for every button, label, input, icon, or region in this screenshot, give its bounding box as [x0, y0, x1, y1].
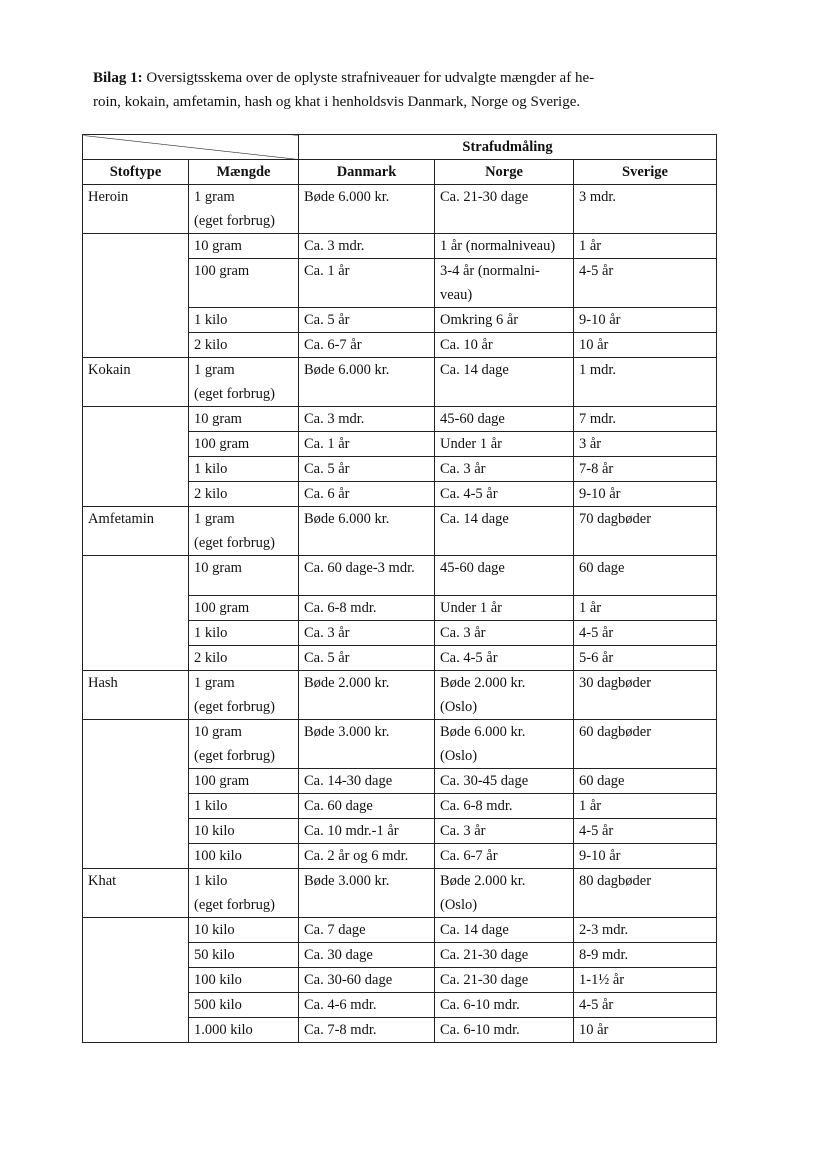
sverige-cell-text: 2-3 mdr. [579, 922, 629, 938]
diagonal-corner-cell [83, 135, 299, 160]
danmark-cell [299, 556, 435, 596]
norge-cell [435, 646, 574, 671]
norge-cell [435, 333, 574, 358]
amount-cell [189, 844, 299, 869]
table-row [83, 918, 717, 943]
amount-cell [189, 482, 299, 507]
norge-cell-text: Ca. 3 år [440, 823, 486, 839]
amount-cell [189, 234, 299, 259]
caption [93, 66, 653, 114]
sverige-cell [574, 457, 717, 482]
danmark-cell-text: Ca. 6-7 år [304, 337, 362, 353]
danmark-cell-text: Ca. 4-6 mdr. [304, 997, 377, 1013]
norge-cell [435, 507, 574, 556]
header-norge: Norge [435, 160, 574, 185]
drug-empty-cell [83, 918, 189, 1043]
sverige-cell [574, 333, 717, 358]
sverige-cell-text: 1-1½ år [579, 972, 625, 988]
drug-empty-cell [83, 720, 189, 869]
norge-cell-text: Ca. 10 år [440, 337, 493, 353]
norge-cell [435, 457, 574, 482]
amount-cell-text: 100 gram [194, 263, 250, 279]
amount-cell [189, 968, 299, 993]
sverige-cell-text: 1 år [579, 600, 602, 616]
danmark-cell-text: Bøde 6.000 kr. [304, 362, 390, 378]
norge-cell [435, 482, 574, 507]
danmark-cell-text: Ca. 14-30 dage [304, 773, 393, 789]
amount-cell [189, 819, 299, 844]
caption-label: Bilag 1: [93, 70, 143, 86]
sverige-cell [574, 556, 717, 596]
sverige-cell-text: 60 dage [579, 560, 625, 576]
norge-cell [435, 1018, 574, 1043]
norge-cell-text: Ca. 4-5 år [440, 650, 498, 666]
amount-cell-text: 500 kilo [194, 997, 242, 1013]
amount-cell [189, 596, 299, 621]
norge-cell [435, 794, 574, 819]
danmark-cell-text: Ca. 3 mdr. [304, 238, 365, 254]
norge-cell-text: 45-60 dage [440, 560, 505, 576]
danmark-cell [299, 234, 435, 259]
amount-cell [189, 507, 299, 556]
amount-cell [189, 993, 299, 1018]
amount-cell-text: 10 gram [194, 411, 242, 427]
amount-cell [189, 457, 299, 482]
norge-cell-text: 3-4 år (normalni- [440, 263, 540, 279]
amount-cell-text: 1 kilo [194, 798, 228, 814]
amount-cell-text: 100 kilo [194, 848, 242, 864]
table-row [83, 869, 717, 918]
danmark-cell-text: Bøde 6.000 kr. [304, 511, 390, 527]
amount-cell [189, 1018, 299, 1043]
sverige-cell [574, 185, 717, 234]
table-row [83, 234, 717, 259]
amount-cell [189, 646, 299, 671]
danmark-cell [299, 794, 435, 819]
norge-cell-text: (Oslo) [440, 699, 478, 715]
norge-cell [435, 869, 574, 918]
table-row [83, 407, 717, 432]
amount-cell-text: 1 gram [194, 189, 235, 205]
norge-cell-text: Ca. 6-10 mdr. [440, 997, 520, 1013]
norge-cell-text: Ca. 21-30 dage [440, 947, 529, 963]
norge-cell-text: veau) [440, 287, 473, 303]
sverige-cell-text: 4-5 år [579, 625, 614, 641]
amount-cell-text: (eget forbrug) [194, 897, 275, 913]
danmark-cell-text: Ca. 5 år [304, 312, 350, 328]
sverige-cell-text: 3 mdr. [579, 189, 617, 205]
amount-cell-text: 2 kilo [194, 337, 228, 353]
danmark-cell [299, 596, 435, 621]
sverige-cell-text: 3 år [579, 436, 602, 452]
sverige-cell [574, 943, 717, 968]
danmark-cell-text: Ca. 30-60 dage [304, 972, 393, 988]
norge-cell [435, 671, 574, 720]
amount-cell [189, 794, 299, 819]
norge-cell-text: Bøde 6.000 kr. [440, 724, 526, 740]
sverige-cell [574, 234, 717, 259]
sverige-cell-text: 80 dagbøder [579, 873, 652, 889]
sverige-cell [574, 482, 717, 507]
norge-cell [435, 596, 574, 621]
norge-cell [435, 993, 574, 1018]
norge-cell [435, 943, 574, 968]
norge-cell-text: Bøde 2.000 kr. [440, 873, 526, 889]
sverige-cell [574, 968, 717, 993]
amount-cell [189, 358, 299, 407]
header-stoftype: Stoftype [83, 160, 189, 185]
amount-cell-text: (eget forbrug) [194, 535, 275, 551]
table-row [83, 358, 717, 407]
amount-cell-text: 10 kilo [194, 823, 235, 839]
danmark-cell [299, 507, 435, 556]
danmark-cell [299, 918, 435, 943]
danmark-cell [299, 621, 435, 646]
amount-cell [189, 308, 299, 333]
norge-cell-text: Ca. 14 dage [440, 511, 509, 527]
amount-cell [189, 185, 299, 234]
norge-cell [435, 358, 574, 407]
amount-cell-text: (eget forbrug) [194, 213, 275, 229]
danmark-cell [299, 1018, 435, 1043]
danmark-cell [299, 720, 435, 769]
danmark-cell-text: Ca. 60 dage-3 mdr. [304, 560, 415, 576]
sverige-cell [574, 358, 717, 407]
danmark-cell [299, 844, 435, 869]
danmark-cell [299, 308, 435, 333]
sverige-cell-text: 4-5 år [579, 823, 614, 839]
table-row [83, 671, 717, 720]
sverige-cell [574, 621, 717, 646]
amount-cell [189, 432, 299, 457]
amount-cell-text: 1 gram [194, 675, 235, 691]
amount-cell [189, 720, 299, 769]
sverige-cell-text: 8-9 mdr. [579, 947, 629, 963]
amount-cell-text: 1 kilo [194, 625, 228, 641]
sverige-cell [574, 596, 717, 621]
danmark-cell [299, 185, 435, 234]
table-row [83, 507, 717, 556]
header-maengde: Mængde [189, 160, 299, 185]
sverige-cell-text: 1 mdr. [579, 362, 617, 378]
danmark-cell-text: Ca. 2 år og 6 mdr. [304, 848, 409, 864]
amount-cell-text: 2 kilo [194, 650, 228, 666]
danmark-cell [299, 769, 435, 794]
sverige-cell-text: 1 år [579, 798, 602, 814]
sverige-cell-text: 60 dagbøder [579, 724, 652, 740]
amount-cell-text: 10 gram [194, 560, 242, 576]
norge-cell-text: 45-60 dage [440, 411, 505, 427]
caption-line-1: Oversigtsskema over de oplyste strafniveauer for udvalgte mængder af he- [146, 70, 595, 86]
sverige-cell-text: 10 år [579, 337, 609, 353]
amount-cell-text: 1 gram [194, 362, 235, 378]
table-row [83, 556, 717, 596]
amount-cell-text: 1 kilo [194, 461, 228, 477]
amount-cell [189, 621, 299, 646]
header-sverige: Sverige [574, 160, 717, 185]
table-row [83, 185, 717, 234]
danmark-cell-text: Ca. 5 år [304, 461, 350, 477]
danmark-cell-text: Ca. 1 år [304, 263, 350, 279]
danmark-cell [299, 432, 435, 457]
norge-cell-text: Ca. 6-7 år [440, 848, 498, 864]
danmark-cell-text: Bøde 3.000 kr. [304, 724, 390, 740]
danmark-cell [299, 457, 435, 482]
norge-cell-text: (Oslo) [440, 748, 478, 764]
danmark-cell [299, 358, 435, 407]
norge-cell-text: Ca. 14 dage [440, 922, 509, 938]
sverige-cell [574, 1018, 717, 1043]
drug-name-cell: Amfetamin [83, 507, 189, 556]
amount-cell-text: 10 kilo [194, 922, 235, 938]
sverige-cell [574, 869, 717, 918]
sverige-cell-text: 60 dage [579, 773, 625, 789]
norge-cell-text: 1 år (normalniveau) [440, 238, 556, 254]
norge-cell [435, 720, 574, 769]
danmark-cell-text: Ca. 1 år [304, 436, 350, 452]
header-row-columns [83, 160, 717, 185]
norge-cell-text: Under 1 år [440, 600, 503, 616]
norge-cell [435, 819, 574, 844]
norge-cell [435, 432, 574, 457]
norge-cell-text: Ca. 3 år [440, 461, 486, 477]
norge-cell [435, 621, 574, 646]
amount-cell [189, 918, 299, 943]
norge-cell [435, 844, 574, 869]
danmark-cell [299, 869, 435, 918]
danmark-cell-text: Ca. 60 dage [304, 798, 373, 814]
danmark-cell [299, 407, 435, 432]
danmark-cell-text: Bøde 3.000 kr. [304, 873, 390, 889]
drug-name-cell: Khat [83, 869, 189, 918]
sverige-cell-text: 1 år [579, 238, 602, 254]
header-row-group [83, 135, 717, 160]
norge-cell-text: (Oslo) [440, 897, 478, 913]
norge-cell [435, 918, 574, 943]
danmark-cell-text: Ca. 3 år [304, 625, 350, 641]
amount-cell-text: 1 kilo [194, 873, 228, 889]
sverige-cell [574, 507, 717, 556]
norge-cell-text: Ca. 6-8 mdr. [440, 798, 513, 814]
amount-cell [189, 333, 299, 358]
norge-cell [435, 556, 574, 596]
header-strafudmaaling: Strafudmåling [299, 135, 717, 160]
norge-cell [435, 259, 574, 308]
drug-empty-cell [83, 234, 189, 358]
amount-cell-text: 1.000 kilo [194, 1022, 253, 1038]
danmark-cell-text: Ca. 30 dage [304, 947, 373, 963]
danmark-cell-text: Ca. 6 år [304, 486, 350, 502]
amount-cell-text: (eget forbrug) [194, 699, 275, 715]
norge-cell [435, 407, 574, 432]
norge-cell-text: Ca. 3 år [440, 625, 486, 641]
danmark-cell [299, 968, 435, 993]
sverige-cell-text: 9-10 år [579, 312, 621, 328]
danmark-cell [299, 943, 435, 968]
sverige-cell [574, 993, 717, 1018]
norge-cell-text: Ca. 21-30 dage [440, 189, 529, 205]
amount-cell [189, 769, 299, 794]
amount-cell-text: 10 gram [194, 724, 242, 740]
norge-cell [435, 308, 574, 333]
norge-cell-text: Ca. 6-10 mdr. [440, 1022, 520, 1038]
amount-cell-text: 1 gram [194, 511, 235, 527]
sverige-cell-text: 4-5 år [579, 997, 614, 1013]
danmark-cell [299, 259, 435, 308]
sverige-cell-text: 4-5 år [579, 263, 614, 279]
sverige-cell [574, 646, 717, 671]
danmark-cell [299, 646, 435, 671]
norge-cell [435, 968, 574, 993]
norge-cell [435, 769, 574, 794]
norge-cell-text: Ca. 4-5 år [440, 486, 498, 502]
danmark-cell-text: Bøde 6.000 kr. [304, 189, 390, 205]
amount-cell [189, 407, 299, 432]
norge-cell-text: Bøde 2.000 kr. [440, 675, 526, 691]
sverige-cell-text: 70 dagbøder [579, 511, 652, 527]
amount-cell-text: 100 gram [194, 600, 250, 616]
sverige-cell [574, 918, 717, 943]
caption-line-2: roin, kokain, amfetamin, hash og khat i henholdsvis Danmark, Norge og Sverige. [93, 94, 581, 110]
sverige-cell-text: 30 dagbøder [579, 675, 652, 691]
sverige-cell-text: 5-6 år [579, 650, 614, 666]
norge-cell-text: Under 1 år [440, 436, 503, 452]
amount-cell-text: 1 kilo [194, 312, 228, 328]
danmark-cell [299, 993, 435, 1018]
norge-cell-text: Omkring 6 år [440, 312, 519, 328]
amount-cell [189, 943, 299, 968]
sverige-cell-text: 7 mdr. [579, 411, 617, 427]
sverige-cell [574, 844, 717, 869]
danmark-cell [299, 333, 435, 358]
amount-cell [189, 869, 299, 918]
drug-name-cell: Hash [83, 671, 189, 720]
amount-cell [189, 671, 299, 720]
amount-cell [189, 556, 299, 596]
amount-cell-text: (eget forbrug) [194, 748, 275, 764]
header-danmark: Danmark [299, 160, 435, 185]
danmark-cell-text: Ca. 5 år [304, 650, 350, 666]
drug-empty-cell [83, 407, 189, 507]
sverige-cell [574, 259, 717, 308]
danmark-cell-text: Ca. 7-8 mdr. [304, 1022, 377, 1038]
sverige-cell [574, 308, 717, 333]
norge-cell [435, 234, 574, 259]
sverige-cell-text: 10 år [579, 1022, 609, 1038]
danmark-cell-text: Ca. 3 mdr. [304, 411, 365, 427]
amount-cell [189, 259, 299, 308]
danmark-cell [299, 819, 435, 844]
table-row [83, 720, 717, 769]
table-body [83, 185, 717, 1043]
sverige-cell-text: 7-8 år [579, 461, 614, 477]
amount-cell-text: 100 gram [194, 436, 250, 452]
danmark-cell-text: Bøde 2.000 kr. [304, 675, 390, 691]
danmark-cell-text: Ca. 6-8 mdr. [304, 600, 377, 616]
sverige-cell-text: 9-10 år [579, 486, 621, 502]
danmark-cell-text: Ca. 7 dage [304, 922, 366, 938]
amount-cell-text: (eget forbrug) [194, 386, 275, 402]
danmark-cell [299, 482, 435, 507]
drug-name-cell: Heroin [83, 185, 189, 234]
sverige-cell-text: 9-10 år [579, 848, 621, 864]
penalty-table [82, 134, 717, 1043]
amount-cell-text: 100 gram [194, 773, 250, 789]
amount-cell-text: 10 gram [194, 238, 242, 254]
sverige-cell [574, 769, 717, 794]
norge-cell-text: Ca. 14 dage [440, 362, 509, 378]
sverige-cell [574, 432, 717, 457]
amount-cell-text: 50 kilo [194, 947, 235, 963]
sverige-cell [574, 407, 717, 432]
drug-name-cell: Kokain [83, 358, 189, 407]
sverige-cell [574, 720, 717, 769]
norge-cell-text: Ca. 21-30 dage [440, 972, 529, 988]
sverige-cell [574, 819, 717, 844]
norge-cell [435, 185, 574, 234]
amount-cell-text: 2 kilo [194, 486, 228, 502]
norge-cell-text: Ca. 30-45 dage [440, 773, 529, 789]
sverige-cell [574, 671, 717, 720]
danmark-cell [299, 671, 435, 720]
danmark-cell-text: Ca. 10 mdr.-1 år [304, 823, 399, 839]
drug-empty-cell [83, 556, 189, 671]
amount-cell-text: 100 kilo [194, 972, 242, 988]
sverige-cell [574, 794, 717, 819]
